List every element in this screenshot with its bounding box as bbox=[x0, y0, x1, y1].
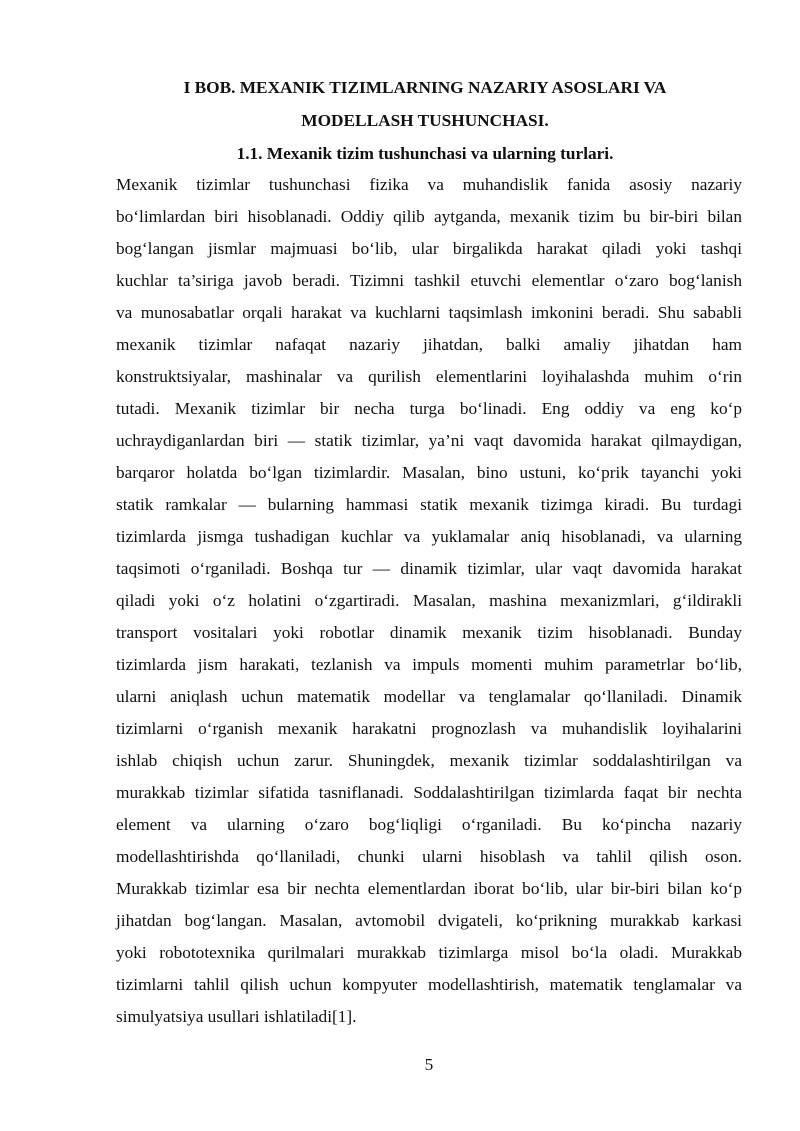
paragraph-line: bog‘langan jismlar majmuasi bo‘lib, ular birgalikda harakat qiladi yoki tashqi bbox=[116, 239, 742, 258]
paragraph-line: tizimlarda jism harakati, tezlanish va impuls momenti muhim parametrlar bo‘lib, bbox=[116, 655, 742, 674]
paragraph-line: konstruktsiyalar, mashinalar va qurilish elementlarini loyihalashda muhim o‘rin bbox=[116, 367, 742, 386]
paragraph-line: bo‘limlardan biri hisoblanadi. Oddiy qilib aytganda, mexanik tizim bu bir-biri bilan bbox=[116, 207, 742, 226]
paragraph-line: taqsimoti o‘rganiladi. Boshqa tur — dinamik tizimlar, ular vaqt davomida harakat bbox=[116, 559, 742, 578]
section-title: 1.1. Mexanik tizim tushunchasi va ularning turlari. bbox=[236, 144, 614, 163]
chapter-title-line-2: MODELLASH TUSHUNCHASI. bbox=[301, 111, 549, 130]
paragraph-line: va munosabatlar orqali harakat va kuchlarni taqsimlash imkonini beradi. Shu sababli bbox=[116, 303, 742, 322]
paragraph-line: qiladi yoki o‘z holatini o‘zgartiradi. Masalan, mashina mexanizmlari, g‘ildirakli bbox=[116, 591, 742, 610]
paragraph-line: Mexanik tizimlar tushunchasi fizika va muhandislik fanida asosiy nazariy bbox=[116, 175, 742, 194]
paragraph-line: ishlab chiqish uchun zarur. Shuningdek, mexanik tizimlar soddalashtirilgan va bbox=[116, 751, 742, 770]
paragraph-line: transport vositalari yoki robotlar dinamik mexanik tizim hisoblanadi. Bunday bbox=[116, 623, 742, 642]
body-paragraph bbox=[116, 169, 742, 1033]
paragraph-line: simulyatsiya usullari ishlatiladi[1]. bbox=[116, 1007, 357, 1026]
paragraph-line: Murakkab tizimlar esa bir nechta elementlardan iborat bo‘lib, ular bir-biri bilan ko‘p bbox=[116, 879, 742, 898]
paragraph-line: element va ularning o‘zaro bog‘liqligi o‘rganiladi. Bu ko‘pincha nazariy bbox=[116, 815, 742, 834]
paragraph-line: tutadi. Mexanik tizimlar bir necha turga bo‘linadi. Eng oddiy va eng ko‘p bbox=[116, 399, 742, 418]
paragraph-line: yoki robototexnika qurilmalari murakkab tizimlarga misol bo‘la oladi. Murakkab bbox=[116, 943, 742, 962]
paragraph-line: tizimlarni tahlil qilish uchun kompyuter modellashtirish, matematik tenglamalar va bbox=[116, 975, 742, 994]
paragraph-line: tizimlarda jismga tushadigan kuchlar va yuklamalar aniq hisoblanadi, va ularning bbox=[116, 527, 742, 546]
chapter-title-line-1: I BOB. MEXANIK TIZIMLARNING NAZARIY ASOSLARI VA bbox=[183, 78, 667, 97]
paragraph-line: statik ramkalar — bularning hammasi statik mexanik tizimga kiradi. Bu turdagi bbox=[116, 495, 742, 514]
paragraph-line: murakkab tizimlar sifatida tasniflanadi. Soddalashtirilgan tizimlarda faqat bir nechta bbox=[116, 783, 742, 802]
paragraph-line: mexanik tizimlar nafaqat nazariy jihatdan, balki amaliy jihatdan ham bbox=[116, 335, 742, 354]
paragraph-line: modellashtirishda qo‘llaniladi, chunki ularni hisoblash va tahlil qilish oson. bbox=[116, 847, 742, 866]
paragraph-line: jihatdan bog‘langan. Masalan, avtomobil dvigateli, ko‘prikning murakkab karkasi bbox=[116, 911, 742, 930]
paragraph-line: barqaror holatda bo‘lgan tizimlardir. Masalan, bino ustuni, ko‘prik tayanchi yoki bbox=[116, 463, 742, 482]
paragraph-line: kuchlar ta’siriga javob beradi. Tizimni tashkil etuvchi elementlar o‘zaro bog‘lanish bbox=[116, 271, 742, 290]
paragraph-line: ularni aniqlash uchun matematik modellar va tenglamalar qo‘llaniladi. Dinamik bbox=[116, 687, 742, 706]
page-number: 5 bbox=[424, 1055, 434, 1074]
paragraph-line: tizimlarni o‘rganish mexanik harakatni prognozlash va muhandislik loyihalarini bbox=[116, 719, 742, 738]
paragraph-line: uchraydiganlardan biri — statik tizimlar, ya’ni vaqt davomida harakat qilmaydigan, bbox=[116, 431, 742, 450]
